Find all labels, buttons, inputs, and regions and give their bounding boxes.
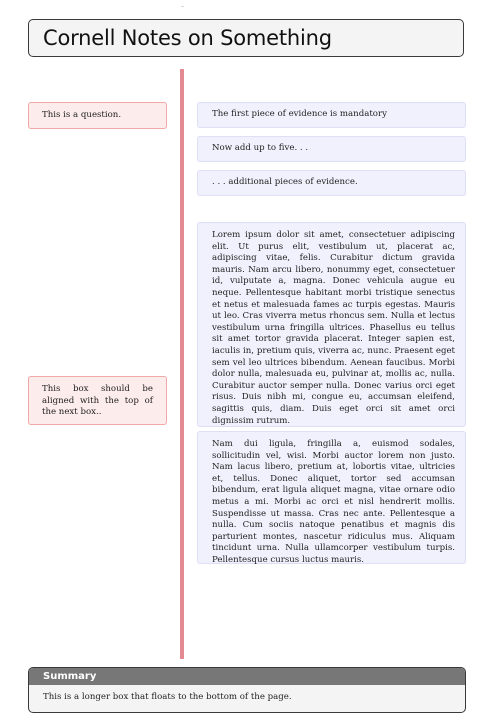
note-evidence-1: The first piece of evidence is mandatory — [197, 102, 466, 128]
cue-alignment-box: This box should be aligned with the top of the next box.. — [28, 376, 167, 425]
page-mark — [181, 6, 184, 7]
summary-heading: Summary — [29, 668, 465, 685]
page-title: Cornell Notes on Something — [43, 26, 332, 50]
note-evidence-3: . . . additional pieces of evidence. — [197, 170, 466, 196]
column-divider — [180, 69, 184, 659]
title-box — [28, 19, 464, 57]
summary-text: This is a longer box that floats to the bottom of the page. — [43, 692, 292, 702]
summary-box — [28, 667, 466, 713]
cue-question-box: This is a question. — [28, 102, 167, 129]
note-evidence-2: Now add up to five. . . — [197, 136, 466, 162]
note-evidence-5: Nam dui ligula, fringilla a, euismod sodales, sollicitudin vel, wisi. Morbi auctor lorem non justo. Nam lacus libero, pretium at, lobortis vitae, ultricies et, tellus. Donec aliquet, tortor sed accumsan bibendum, erat ligula aliquet magna, vitae ornare odio metus a mi. Morbi ac orci et nisl hendrerit mollis. Suspendisse ut massa. Cras nec ante. Pellentesque a nulla. Cum sociis natoque penatibus et magnis dis parturient montes, nascetur ridiculus mus. Aliquam tincidunt urna. Nulla ullamcorper vestibulum turpis. Pellentesque cursus luctus mauris. — [197, 431, 466, 564]
note-evidence-4: Lorem ipsum dolor sit amet, consectetuer adipiscing elit. Ut purus elit, vestibulum ut, placerat ac, adipiscing vitae, felis. Curabitur dictum gravida mauris. Nam arcu libero, nonummy eget, consectetuer id, vulputate a, magna. Donec vehicula augue eu neque. Pellentesque habitant morbi tristique senectus et netus et malesuada fames ac turpis egestas. Mauris ut leo. Cras viverra metus rhoncus sem. Nulla et lectus vestibulum urna fringilla ultrices. Phasellus eu tellus sit amet tortor gravida placerat. Integer sapien est, iaculis in, pretium quis, viverra ac, nunc. Praesent eget sem vel leo ultrices bibendum. Aenean faucibus. Morbi dolor nulla, malesuada eu, pulvinar at, mollis ac, nulla. Curabitur auctor semper nulla. Donec varius orci eget risus. Duis nibh mi, congue eu, accumsan eleifend, sagittis quis, diam. Duis eget orci sit amet orci dignissim rutrum. — [197, 222, 466, 427]
